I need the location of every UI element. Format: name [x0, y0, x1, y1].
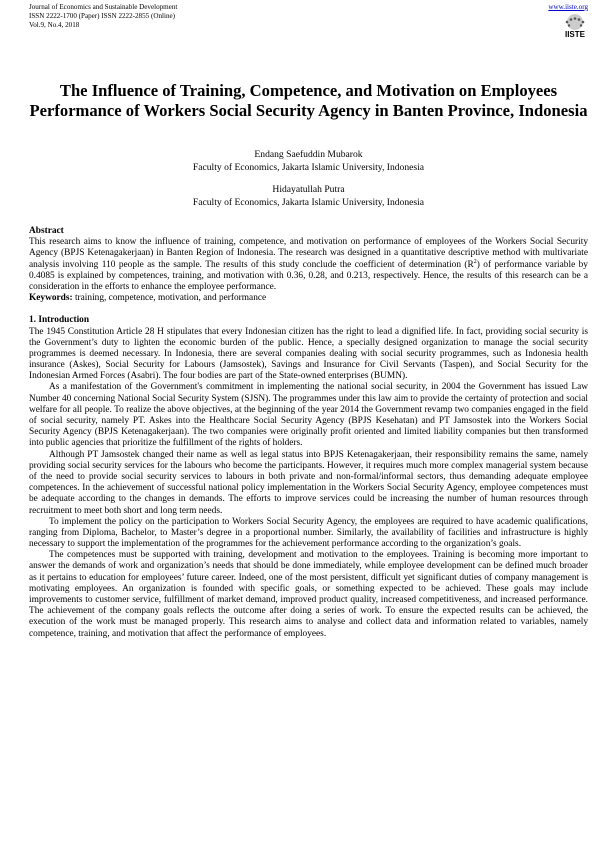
introduction-heading: 1. Introduction [29, 315, 90, 326]
intro-paragraph-1: The 1945 Constitution Article 28 H stipulates that every Indonesian citizen has the right to lead a dignified life. In fact, providing social security is the Government’s duty to lighten the economic burden of the public. Hence, a specially designed organization to manage the social security programmes is deemed necessary. In Indonesia, there are several companies dealing with social security programmes, such as Indonesia health insurance (Askes), Social Security for Labours (Jamsostek), Savings and Insurance for Civil Servants (Taspen), and Social Security for the Indonesian Armed Forces (Asabri). The four bodies are part of the State-owned enterprises (BUMN). [29, 326, 588, 382]
abstract-paragraph [29, 237, 588, 293]
keywords-line [29, 293, 588, 304]
abstract-heading: Abstract [29, 226, 64, 236]
journal-info [29, 3, 588, 30]
journal-volume: Vol.9, No.4, 2018 [29, 21, 80, 29]
keywords-label: Keywords: [29, 293, 73, 304]
author-1-affiliation: Faculty of Economics, Jakarta Islamic University, Indonesia [192, 161, 425, 173]
journal-header [29, 0, 588, 73]
journal-name: Journal of Economics and Sustainable Development [29, 3, 178, 11]
author-1 [29, 149, 588, 174]
intro-paragraph-3: Although PT Jamsostek changed their name as well as legal status into BPJS Ketenagakerjaan, their responsibility remains the same, namely providing social security services for the labours who become the participants. However, it requires much more complex managerial system because of the need to provide social security services to labours in both private and non-formal/informal sectors, thus demanding adequate employee competences. In the achievement of successful national policy implementation in the Workers Social Security Agency, employee competences must be adequate according to the changes in demands. The efforts to improve services could be increasing the number of human resources through recruitment to meet both short and long term needs. [29, 449, 588, 516]
intro-paragraph-5: The competences must be supported with training, development and motivation to the employees. Training is becoming more important to answer the demands of work and organization’s needs that should be done immediately, while employee development can be defined much broader as it pertains to education for employees’ future career. Indeed, one of the most persistent, difficult yet significant duties of company management is motivating employees. An organization is founded with specific goals, or something expected to be achieved. These goals may include improvements to customer service, fulfillment of market demand, improved product quality, increased competitiveness, and increased performance. The achievement of the company goals reflects the outcome after doing a series of work. To ensure the expected results can be achieved, the execution of the work must be managed properly. This research aims to analyse and collect data and information related to variables, namely competence, training, and motivation that affect the performance of employees. [29, 550, 588, 639]
journal-issn: ISSN 2222-1700 (Paper) ISSN 2222-2855 (Online) [29, 12, 176, 20]
abstract-text-before: This research aims to know the influence of training, competence, and motivation on performance of employees of the Workers Social Security Agency (BPJS Ketenagakerjaan) in Banten Region of Indonesia. The research was designed in a quantitative descriptive method with multivariate analysis involving 110 people as the sample. The results of this study conclude the coefficient of determination (R [29, 237, 588, 270]
abstract-text-after: ) of performance variable by 0.4085 is explained by competences, training, and motivation with 0.36, 0.28, and 0.213, respectively. Hence, the results of this research can be a consideration in the efforts to enhance the employee performance. [29, 259, 588, 292]
journal-right [548, 3, 588, 39]
intro-paragraph-2: As a manifestation of the Government's commitment in implementing the national social security, in 2004 the Government has issued Law Number 40 concerning National Social Security System (SJSN). The programmes under this law aim to provide the certainty of protection and social welfare for all people. To realize the above objectives, at the beginning of the year 2014 the Government revamp two companies engaged in the field of social security, namely PT. Askes into the Healthcare Social Security Agency (BPJS Kesehatan) and PT Jamsostek into the Workers Social Security Agency (BPJS Ketenagakerjaan). The two companies were originally profit oriented and limited liability companies but then transformed into public agencies that prioritize the fulfillment of the rights of holders. [29, 382, 588, 449]
author-1-name: Endang Saefuddin Mubarok [254, 149, 363, 160]
journal-url-link[interactable]: www.iiste.org [548, 3, 588, 11]
abstract-superscript: 2 [473, 258, 477, 265]
authors-block [29, 149, 588, 209]
author-2 [29, 184, 588, 209]
body-text [29, 226, 588, 640]
paper-title: The Influence of Training, Competence, and Motivation on Employees Performance of Workers Social Security Agency in Banten Province, Indonesia [29, 81, 588, 120]
iiste-logo-icon [562, 13, 588, 39]
author-2-name: Hidayatullah Putra [272, 184, 345, 195]
intro-paragraph-4: To implement the policy on the participation to Workers Social Security Agency, the employees are required to have academic qualifications, ranging from Diploma, Bachelor, to Master’s degree in a proportional number. Similarly, the availability of facilities and infrastructure is highly necessary to support the implementation of the programmes for the achievement performance according to the organization’s goals. [29, 516, 588, 550]
logo-text: IISTE [564, 30, 586, 39]
author-2-affiliation: Faculty of Economics, Jakarta Islamic University, Indonesia [192, 196, 425, 208]
keywords-text: training, competence, motivation, and performance [72, 293, 267, 304]
